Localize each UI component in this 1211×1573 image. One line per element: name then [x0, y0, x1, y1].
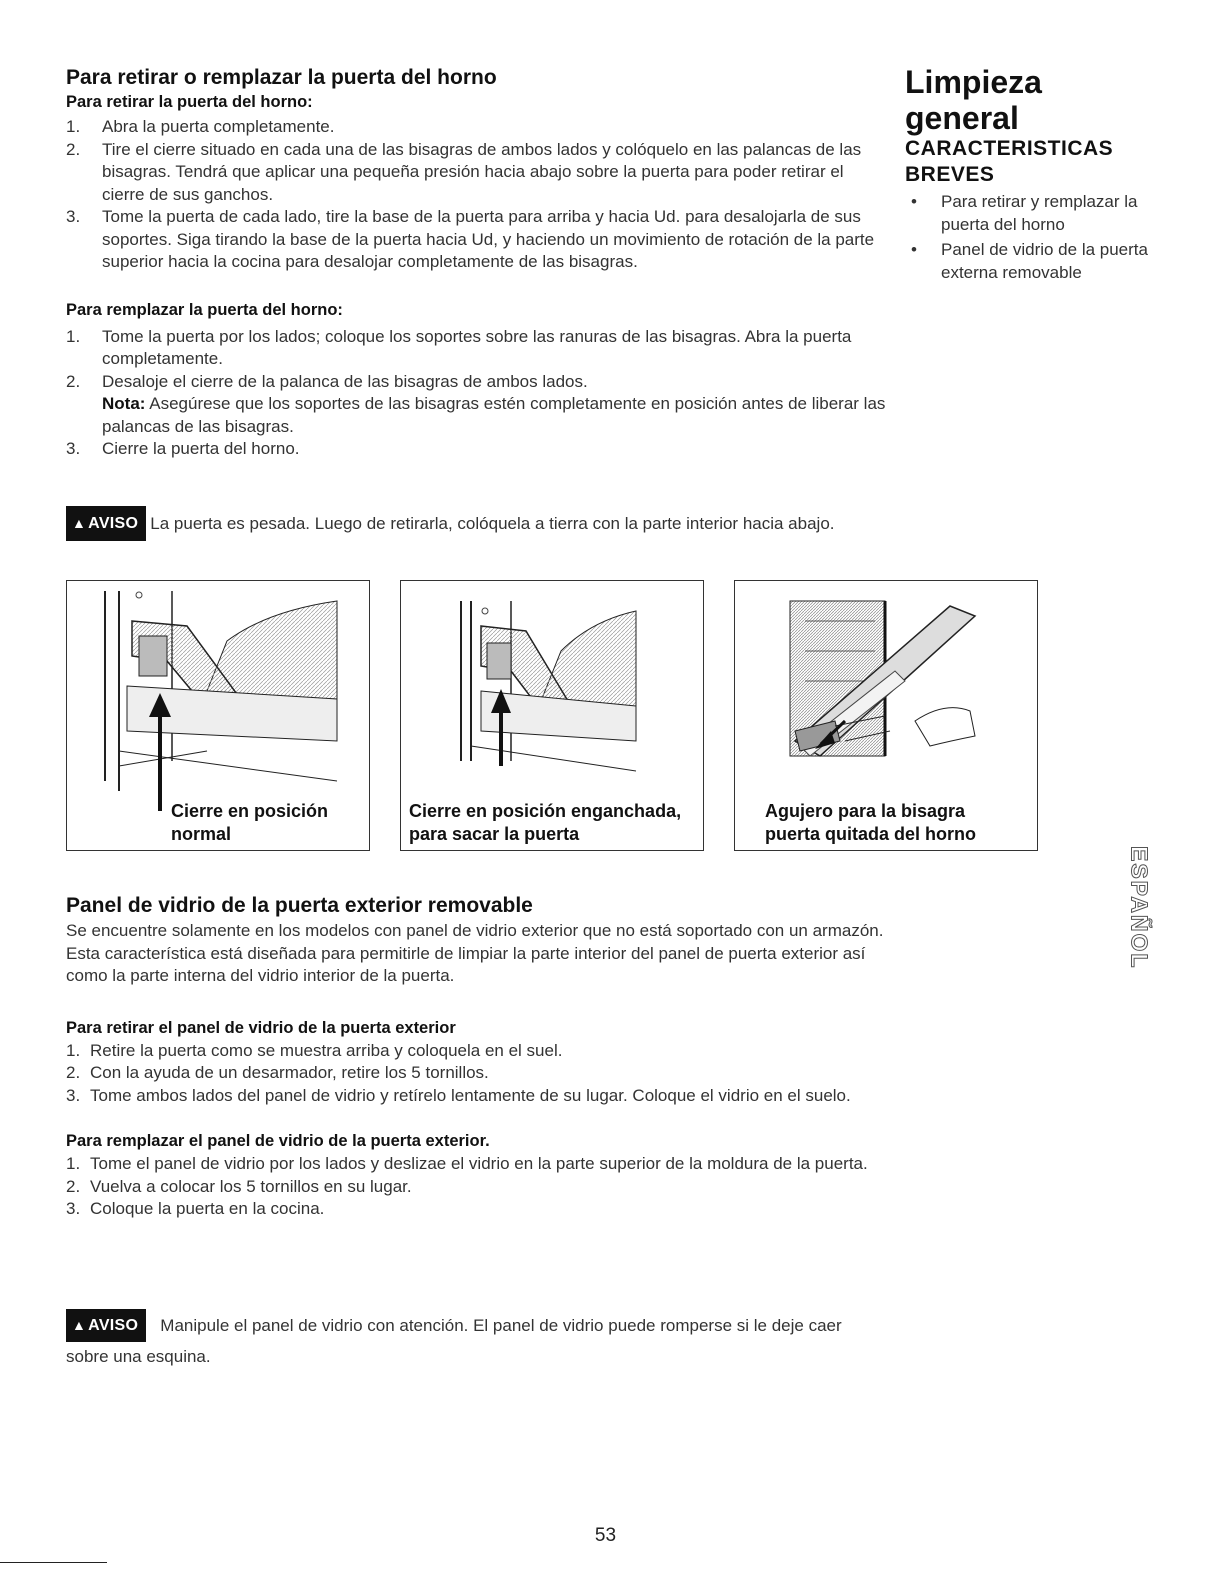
warning-text: La puerta es pesada. Luego de retirarla, colóquela a tierra con la parte interior hacia abajo.: [150, 514, 835, 533]
figure-caption: Cierre en posición normal: [171, 801, 329, 844]
list-item: • Para retirar y remplazar la puerta del horno: [911, 192, 1138, 234]
section-title-oven-door: Para retirar o remplazar la puerta del horno: [66, 66, 497, 89]
list-item: 2. Desaloje el cierre de la palanca de las bisagras de ambos lados. Nota: Asegúrese que los soportes de las bisagras estén completamente en posición antes de liberar las palancas de las bisagras.: [66, 371, 886, 436]
figure-hinge-engaged: [400, 580, 704, 851]
sidebar-list: [905, 190, 1150, 284]
bullet-icon: •: [911, 240, 917, 259]
door-warning: [66, 506, 886, 541]
list-item: • Panel de vidrio de la puerta externa removable: [911, 240, 1148, 282]
figure-hinge-hole: [734, 580, 1038, 851]
replace-door-steps: [66, 326, 886, 461]
note-text: Asegúrese que los soportes de las bisagras estén completamente en posición antes de liberar las palancas de las bisagras.: [102, 394, 886, 436]
figure-caption: Cierre en posición enganchada, para sacar la puerta: [409, 801, 682, 844]
oven-door-section: [66, 66, 886, 461]
glass-warning: [66, 1309, 866, 1372]
sidebar-subtitle: CARACTERISTICAS BREVES: [905, 137, 1114, 186]
footer-rule: [0, 1562, 107, 1563]
glass-panel-section: [66, 894, 886, 1221]
remove-glass-steps: [66, 1040, 886, 1108]
language-tab: ESPAÑOL: [1126, 845, 1153, 970]
list-item: 1. Retire la puerta como se muestra arriba y coloquela en el suel.: [66, 1040, 563, 1060]
remove-door-steps: [66, 116, 886, 274]
replace-glass-steps: [66, 1153, 886, 1221]
warning-text: Manipule el panel de vidrio con atención. El panel de vidrio puede romperse si le deje caer sobre una esquina.: [66, 1316, 842, 1366]
list-item: 1. Tome el panel de vidrio por los lados y deslizae el vidrio en la parte superior de la moldura de la puerta.: [66, 1154, 868, 1173]
warning-triangle-icon: ▲: [72, 515, 87, 531]
remove-glass-subtitle: Para retirar el panel de vidrio de la puerta exterior: [66, 1018, 456, 1037]
section-title-glass-panel: Panel de vidrio de la puerta exterior removable: [66, 894, 533, 917]
glass-panel-intro: Se encuentre solamente en los modelos con panel de vidrio exterior que no está soportado con un armazón. Esta característica está diseñada para permitirle de limpiar la parte interior del panel de puerta exterior así como la parte interna del vidrio interior de la puerta.: [66, 921, 884, 985]
replace-glass-subtitle: Para remplazar el panel de vidrio de la puerta exterior.: [66, 1132, 490, 1150]
remove-door-subtitle: Para retirar la puerta del horno:: [66, 93, 313, 111]
list-item: 3. Coloque la puerta en la cocina.: [66, 1199, 325, 1218]
bullet-icon: •: [911, 192, 917, 211]
list-item: 2. Vuelva a colocar los 5 tornillos en su lugar.: [66, 1176, 412, 1196]
list-item: 3. Tome ambos lados del panel de vidrio y retírelo lentamente de su lugar. Coloque el vidrio en el suelo.: [66, 1085, 851, 1105]
list-item: 2. Tire el cierre situado en cada una de las bisagras de ambos lados y colóquelo en las palancas de las bisagras. Tendrá que aplicar una pequeña presión hacia abajo sobre la puerta para poder retirar el cierre de sus ganchos.: [66, 139, 862, 204]
note-label: Nota:: [102, 394, 146, 413]
list-item: 3. Cierre la puerta del horno.: [66, 439, 300, 458]
list-item: 3. Tome la puerta de cada lado, tire la base de la puerta para arriba y hacia Ud. para desalojarla de sus soportes. Siga tirando la base de la puerta hacia Ud, y haciendo un movimiento de rotación de la parte superior hacia la cocina para desalojar completamente de las bisagras.: [66, 207, 875, 271]
page-number: 53: [594, 1525, 617, 1546]
list-item: 1. Tome la puerta por los lados; coloque los soportes sobre las ranuras de las bisagras. Abra la puerta completamente.: [66, 326, 852, 368]
list-item: 2. Con la ayuda de un desarmador, retire los 5 tornillos.: [66, 1063, 489, 1082]
sidebar: [905, 64, 1165, 286]
warning-badge: ▲ AVISO: [66, 506, 146, 541]
warning-badge: ▲ AVISO: [66, 1309, 146, 1342]
list-item: 1. Abra la puerta completamente.: [66, 117, 335, 136]
replace-door-subtitle: Para remplazar la puerta del horno:: [66, 300, 343, 319]
warning-triangle-icon: ▲: [72, 1317, 87, 1333]
sidebar-title: Limpieza general: [905, 64, 1042, 136]
figure-caption: Agujero para la bisagra puerta quitada del horno: [765, 801, 977, 844]
figure-hinge-normal: [66, 580, 370, 851]
